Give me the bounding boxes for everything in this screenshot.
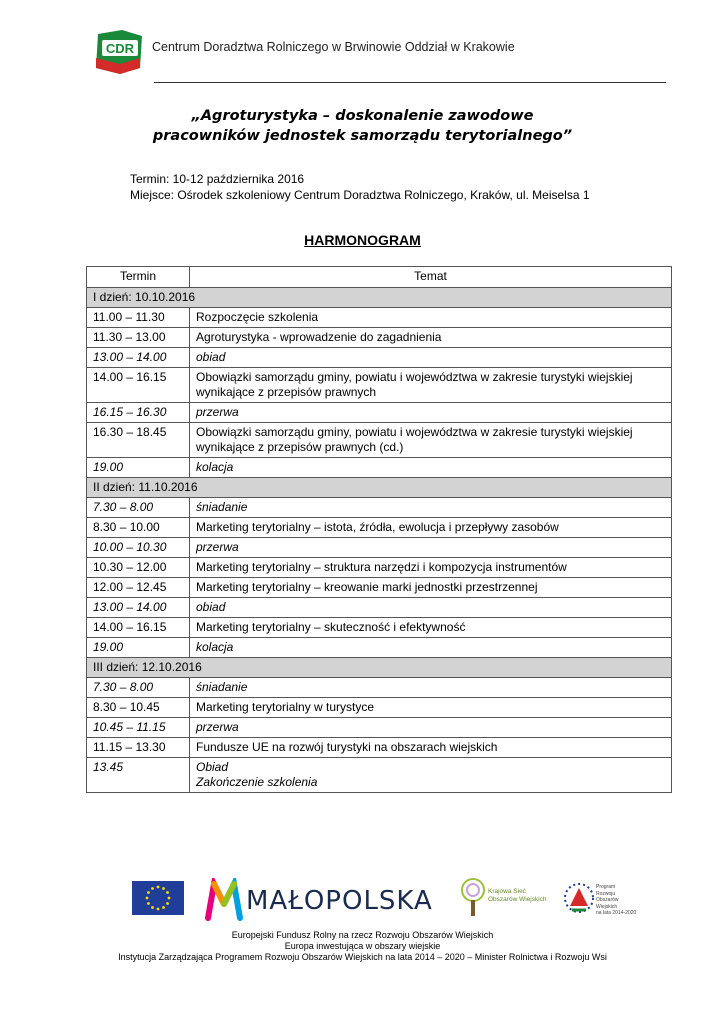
- table-row: [87, 423, 672, 458]
- eu-star: [147, 902, 150, 905]
- footer-line-2: Europa inwestująca w obszary wiejskie: [284, 941, 441, 951]
- session-topic: obiad: [190, 348, 672, 368]
- eu-star: [157, 886, 160, 889]
- header-divider: [154, 82, 666, 83]
- column-header-termin: Termin: [87, 267, 190, 288]
- table-row: [87, 328, 672, 348]
- session-topic: Marketing terytorialny – struktura narzędzi i kompozycja instrumentów: [190, 558, 672, 578]
- table-row: [87, 558, 672, 578]
- cdr-logo: [92, 28, 144, 76]
- eu-star: [162, 906, 165, 909]
- session-time: 8.30 – 10.45: [87, 698, 190, 718]
- eu-star: [151, 906, 154, 909]
- session-topic: śniadanie: [190, 678, 672, 698]
- session-time: 10.30 – 12.00: [87, 558, 190, 578]
- table-row: [87, 348, 672, 368]
- eu-star: [151, 887, 154, 890]
- table-row: [87, 738, 672, 758]
- session-time: 14.00 – 16.15: [87, 618, 190, 638]
- session-topic: przerwa: [190, 403, 672, 423]
- session-time: 14.00 – 16.15: [87, 368, 190, 403]
- session-time: 19.00: [87, 458, 190, 478]
- session-time: 7.30 – 8.00: [87, 498, 190, 518]
- session-topic: Fundusze UE na rozwój turystyki na obszarach wiejskich: [190, 738, 672, 758]
- session-time: 16.30 – 18.45: [87, 423, 190, 458]
- ksow-logo: [458, 876, 554, 922]
- event-meta: [130, 171, 590, 203]
- cdr-logo-text: CDR: [105, 41, 135, 56]
- session-topic: kolacja: [190, 458, 672, 478]
- session-time: 11.15 – 13.30: [87, 738, 190, 758]
- session-topic: Obowiązki samorządu gminy, powiatu i województwa w zakresie turystyki wiejskiej wynikające z przepisów prawnych: [190, 368, 672, 403]
- table-row: [87, 368, 672, 403]
- table-row: [87, 758, 672, 793]
- table-row: [87, 458, 672, 478]
- malopolska-m-icon: [204, 878, 244, 922]
- document-header: [92, 28, 667, 88]
- session-time: 10.45 – 11.15: [87, 718, 190, 738]
- session-topic: Rozpoczęcie szkolenia: [190, 308, 672, 328]
- session-time: 11.30 – 13.00: [87, 328, 190, 348]
- table-row: [87, 518, 672, 538]
- schedule-body: [87, 288, 672, 793]
- footer-line-1: Europejski Fundusz Rolny na rzecz Rozwoju Obszarów Wiejskich: [231, 930, 494, 940]
- document-title: [0, 106, 725, 146]
- session-time: 7.30 – 8.00: [87, 678, 190, 698]
- ksow-tree-icon: [458, 876, 488, 922]
- session-time: 16.15 – 16.30: [87, 403, 190, 423]
- day-header-row: [87, 288, 672, 308]
- eu-flag-icon: [132, 881, 184, 915]
- prow-text: Program Rozwoju Obszarów Wiejskich na lata 2014-2020: [596, 884, 637, 916]
- table-row: [87, 678, 672, 698]
- malopolska-logo: [204, 878, 433, 922]
- session-topic: Marketing terytorialny – kreowanie marki jednostki przestrzennej: [190, 578, 672, 598]
- session-topic: Obiad Zakończenie szkolenia: [190, 758, 672, 793]
- eu-star: [146, 897, 149, 900]
- session-time: 13.00 – 14.00: [87, 598, 190, 618]
- footer-text: [0, 930, 725, 963]
- session-time: 19.00: [87, 638, 190, 658]
- session-topic: przerwa: [190, 538, 672, 558]
- eu-star: [157, 908, 160, 911]
- prow-emblem-icon: [562, 876, 596, 922]
- session-topic: kolacja: [190, 638, 672, 658]
- eu-star: [166, 902, 169, 905]
- title-line-2: pracowników jednostek samorządu terytorialnego”: [152, 128, 573, 144]
- day-label: I dzień: 10.10.2016: [87, 288, 672, 308]
- organization-name: Centrum Doradztwa Rolniczego w Brwinowie Oddział w Krakowie: [152, 40, 515, 54]
- table-row: [87, 403, 672, 423]
- footer-line-3: Instytucja Zarządzająca Programem Rozwoju Obszarów Wiejskich na lata 2014 – 2020 – Minister Rolnictwa i Rozwoju Wsi: [118, 952, 607, 962]
- prow-logo: [562, 876, 640, 922]
- eu-star: [166, 891, 169, 894]
- eu-star: [147, 891, 150, 894]
- day-label: II dzień: 11.10.2016: [87, 478, 672, 498]
- session-topic: Obowiązki samorządu gminy, powiatu i województwa w zakresie turystyki wiejskiej wynikające z przepisów prawnych (cd.): [190, 423, 672, 458]
- session-time: 13.00 – 14.00: [87, 348, 190, 368]
- session-time: 11.00 – 11.30: [87, 308, 190, 328]
- event-location: Miejsce: Ośrodek szkoleniowy Centrum Doradztwa Rolniczego, Kraków, ul. Meiselsa 1: [130, 188, 590, 202]
- session-topic: przerwa: [190, 718, 672, 738]
- day-header-row: [87, 478, 672, 498]
- table-row: [87, 308, 672, 328]
- session-time: 13.45: [87, 758, 190, 793]
- eu-star: [168, 897, 171, 900]
- day-header-row: [87, 658, 672, 678]
- column-header-temat: Temat: [190, 267, 672, 288]
- table-row: [87, 498, 672, 518]
- session-topic: obiad: [190, 598, 672, 618]
- session-topic: Agroturystyka - wprowadzenie do zagadnienia: [190, 328, 672, 348]
- harmonogram-heading: HARMONOGRAM: [304, 232, 421, 248]
- table-row: [87, 538, 672, 558]
- schedule-table: [86, 266, 672, 793]
- table-row: [87, 578, 672, 598]
- event-date: Termin: 10-12 października 2016: [130, 172, 305, 186]
- day-label: III dzień: 12.10.2016: [87, 658, 672, 678]
- session-topic: Marketing terytorialny – istota, źródła, ewolucja i przepływy zasobów: [190, 518, 672, 538]
- ksow-text: Krajowa Sieć Obszarów Wiejskich: [488, 888, 547, 903]
- table-row: [87, 618, 672, 638]
- session-topic: Marketing terytorialny w turystyce: [190, 698, 672, 718]
- table-row: [87, 698, 672, 718]
- session-topic: śniadanie: [190, 498, 672, 518]
- table-header-row: [87, 267, 672, 288]
- malopolska-text: MAŁOPOLSKA: [246, 886, 433, 916]
- session-topic: Marketing terytorialny – skuteczność i efektywność: [190, 618, 672, 638]
- session-time: 12.00 – 12.45: [87, 578, 190, 598]
- session-time: 10.00 – 10.30: [87, 538, 190, 558]
- footer-logos: [130, 876, 640, 926]
- session-time: 8.30 – 10.00: [87, 518, 190, 538]
- table-row: [87, 598, 672, 618]
- title-line-1: „Agroturystyka – doskonalenie zawodowe: [191, 108, 534, 124]
- table-row: [87, 638, 672, 658]
- table-row: [87, 718, 672, 738]
- eu-star: [162, 887, 165, 890]
